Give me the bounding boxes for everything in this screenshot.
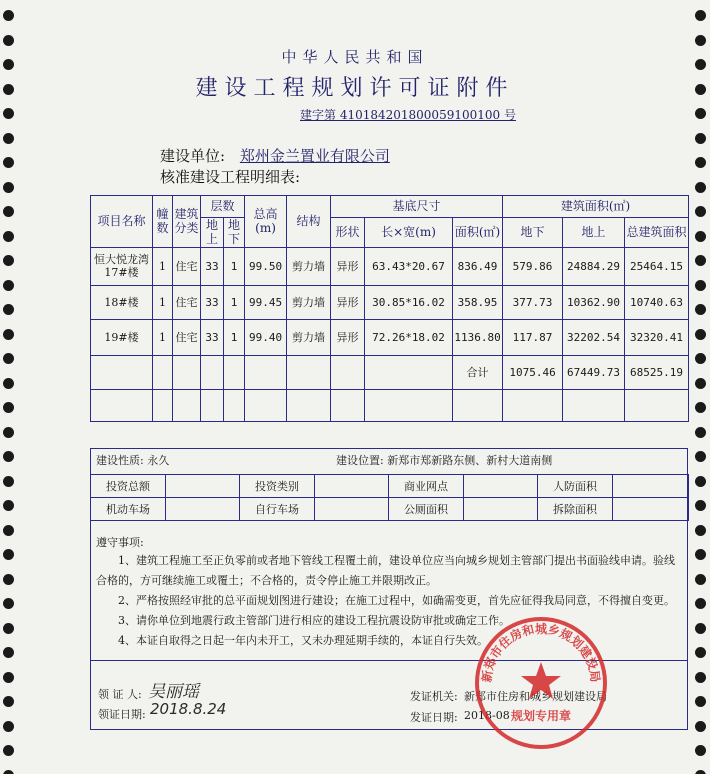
cell-type: 住宅 xyxy=(173,247,201,285)
header-count: 幢数 xyxy=(153,196,173,248)
cell-height: 99.45 xyxy=(245,285,287,319)
seal-center-text: 规划专用章 xyxy=(510,709,572,723)
cell-shape: 异形 xyxy=(331,319,365,355)
feed-hole xyxy=(3,623,14,634)
seal-star-icon xyxy=(521,662,561,699)
header-length-width: 长×宽(m) xyxy=(365,218,453,248)
feed-hole xyxy=(695,329,706,340)
feed-hole xyxy=(695,672,706,683)
feed-hole xyxy=(3,133,14,144)
issue-date-label: 发证日期: xyxy=(410,711,458,724)
feed-hole xyxy=(3,231,14,242)
total-label: 合计 xyxy=(453,355,503,389)
header-floors: 层数 xyxy=(201,196,245,218)
feed-hole xyxy=(695,157,706,168)
cell-name: 19#楼 xyxy=(91,319,153,355)
feed-hole xyxy=(3,35,14,46)
cell-length-width: 30.85*16.02 xyxy=(365,285,453,319)
cell-area-below: 377.73 xyxy=(503,285,563,319)
header-height: 总高(m) xyxy=(245,196,287,248)
feed-hole xyxy=(695,402,706,413)
feed-hole xyxy=(695,696,706,707)
total-area-below: 1075.46 xyxy=(503,355,563,389)
feed-hole xyxy=(695,427,706,438)
cell-above: 33 xyxy=(201,285,224,319)
feed-hole xyxy=(695,574,706,585)
public-toilet-label: 公厕面积 xyxy=(389,498,464,521)
feed-hole xyxy=(695,304,706,315)
feed-hole xyxy=(3,451,14,462)
feed-hole xyxy=(3,108,14,119)
table-row xyxy=(91,319,689,355)
note-item: 1、建筑工程施工至正负零前或者地下管线工程覆土前，建设单位应当向城乡规划主管部门提出书面验线申请。验线合格的，方可继续施工或覆土；不合格的，责令停止施工并限期改正。 xyxy=(96,554,675,587)
header-shape: 形状 xyxy=(331,218,365,248)
document-title: 建设工程规划许可证附件 xyxy=(195,76,515,101)
issue-date-value: 2018-08 xyxy=(464,709,510,722)
feed-hole xyxy=(695,451,706,462)
feed-hole xyxy=(3,255,14,266)
issuer-value: 新郑市住房和城乡规划建设局 xyxy=(464,690,607,703)
cell-area-total: 25464.15 xyxy=(625,247,689,285)
feed-hole xyxy=(3,304,14,315)
feed-hole xyxy=(3,745,14,756)
applicant-line xyxy=(160,145,396,166)
cell-base-area: 1136.80 xyxy=(453,319,503,355)
feed-hole xyxy=(3,770,14,774)
note-item: 4、本证自取得之日起一年内未开工，又未办理延期手续的，本证自行失效。 xyxy=(118,634,488,647)
receive-date-value: 2018.8.24 xyxy=(150,700,227,718)
supplementary-table xyxy=(90,474,689,521)
total-row xyxy=(91,355,689,389)
cell-area-below: 579.86 xyxy=(503,247,563,285)
feed-hole xyxy=(695,623,706,634)
header-structure: 结构 xyxy=(287,196,331,248)
cell-below: 1 xyxy=(224,319,245,355)
feed-hole xyxy=(3,647,14,658)
bike-parking-label: 自行车场 xyxy=(240,498,315,521)
table-row xyxy=(91,285,689,319)
cell-type: 住宅 xyxy=(173,285,201,319)
cell-area-total: 10740.63 xyxy=(625,285,689,319)
note-item: 3、请你单位到地震行政主管部门进行相应的建设工程抗震设防审批或确定工作。 xyxy=(118,614,510,627)
feed-hole xyxy=(3,329,14,340)
right-feed-holes xyxy=(694,0,708,774)
feed-hole xyxy=(3,206,14,217)
cell-base-area: 358.95 xyxy=(453,285,503,319)
feed-hole xyxy=(695,255,706,266)
header-floors-below: 地下 xyxy=(224,218,245,248)
feed-hole xyxy=(3,525,14,536)
public-toilet-value xyxy=(464,498,538,521)
feed-hole xyxy=(695,206,706,217)
cell-structure: 剪力墙 xyxy=(287,285,331,319)
cell-count: 1 xyxy=(153,319,173,355)
cell-name: 18#楼 xyxy=(91,285,153,319)
feed-hole xyxy=(695,598,706,609)
feed-hole xyxy=(3,696,14,707)
cell-area-total: 32320.41 xyxy=(625,319,689,355)
cell-name: 恒大悦龙湾17#楼 xyxy=(91,247,153,285)
feed-hole xyxy=(695,231,706,242)
cell-area-above: 10362.90 xyxy=(563,285,625,319)
country-heading: 中华人民共和国 xyxy=(281,48,429,66)
official-seal xyxy=(472,614,610,752)
bike-parking-value xyxy=(315,498,389,521)
note-item: 2、严格按照经审批的总平面规划图进行建设；在施工过程中，如确需变更，首先应征得我局同意，不得擅自变更。 xyxy=(118,594,675,607)
header-base-size: 基底尺寸 xyxy=(331,196,503,218)
feed-hole xyxy=(695,280,706,291)
recipient-signature: 吴丽瑶 xyxy=(148,682,199,702)
feed-hole xyxy=(3,598,14,609)
cell-base-area: 836.49 xyxy=(453,247,503,285)
cell-shape: 异形 xyxy=(331,285,365,319)
feed-hole xyxy=(695,182,706,193)
construction-nature: 建设性质: 永久 xyxy=(96,454,170,467)
cell-height: 99.40 xyxy=(245,319,287,355)
feed-hole xyxy=(695,525,706,536)
header-building-area: 建筑面积(㎡) xyxy=(503,196,689,218)
feed-hole xyxy=(3,549,14,560)
feed-hole xyxy=(3,157,14,168)
cell-count: 1 xyxy=(153,285,173,319)
feed-hole xyxy=(695,549,706,560)
cell-below: 1 xyxy=(224,285,245,319)
motor-parking-label: 机动车场 xyxy=(91,498,166,521)
applicant-value: 郑州金兰置业有限公司 xyxy=(239,147,390,165)
issuer-label: 发证机关: xyxy=(410,690,458,703)
cell-shape: 异形 xyxy=(331,247,365,285)
applicant-label: 建设单位: xyxy=(160,147,226,165)
cell-above: 33 xyxy=(201,247,224,285)
feed-hole xyxy=(695,35,706,46)
cell-height: 99.50 xyxy=(245,247,287,285)
header-item-name: 项目名称 xyxy=(91,196,153,248)
construction-location: 建设位置: 新郑市郑新路东侧、新村大道南侧 xyxy=(336,454,553,467)
cell-type: 住宅 xyxy=(173,319,201,355)
cell-area-above: 24884.29 xyxy=(563,247,625,285)
table-row xyxy=(91,247,689,285)
feed-hole xyxy=(695,108,706,119)
left-feed-holes xyxy=(2,0,16,774)
feed-hole xyxy=(695,647,706,658)
empty-row xyxy=(91,389,689,421)
feed-hole xyxy=(695,353,706,364)
feed-hole xyxy=(3,476,14,487)
feed-hole xyxy=(3,500,14,511)
commercial-label: 商业网点 xyxy=(389,475,464,498)
feed-hole xyxy=(3,10,14,21)
feed-hole xyxy=(695,378,706,389)
demolition-value xyxy=(613,498,689,521)
feed-hole xyxy=(3,721,14,732)
cell-area-above: 32202.54 xyxy=(563,319,625,355)
feed-hole xyxy=(3,182,14,193)
civil-defense-value xyxy=(613,475,689,498)
feed-hole xyxy=(3,427,14,438)
feed-hole xyxy=(695,770,706,774)
feed-hole xyxy=(695,721,706,732)
feed-hole xyxy=(695,745,706,756)
notes-title: 遵守事项: xyxy=(96,536,144,549)
demolition-label: 拆除面积 xyxy=(538,498,613,521)
feed-hole xyxy=(3,280,14,291)
invest-type-label: 投资类别 xyxy=(240,475,315,498)
cell-structure: 剪力墙 xyxy=(287,319,331,355)
cell-count: 1 xyxy=(153,247,173,285)
motor-parking-value xyxy=(166,498,240,521)
cell-above: 33 xyxy=(201,319,224,355)
feed-hole xyxy=(695,133,706,144)
feed-hole xyxy=(3,353,14,364)
invest-total-value xyxy=(166,475,240,498)
total-area-above: 67449.73 xyxy=(563,355,625,389)
cell-structure: 剪力墙 xyxy=(287,247,331,285)
list-heading: 核准建设工程明细表: xyxy=(160,168,301,186)
header-area-total: 总建筑面积 xyxy=(625,218,689,248)
invest-type-value xyxy=(315,475,389,498)
feed-hole xyxy=(3,672,14,683)
invest-total-label: 投资总额 xyxy=(91,475,166,498)
feed-hole xyxy=(695,10,706,21)
project-detail-table xyxy=(90,195,689,422)
seal-ring-text: 新郑市住房和城乡规划建设局 xyxy=(479,621,603,684)
recipient-label: 领 证 人: xyxy=(98,688,142,701)
feed-hole xyxy=(3,378,14,389)
header-floors-above: 地上 xyxy=(201,218,224,248)
cell-area-below: 117.87 xyxy=(503,319,563,355)
receive-date-label: 领证日期: xyxy=(98,708,146,721)
cell-length-width: 63.43*20.67 xyxy=(365,247,453,285)
total-area-all: 68525.19 xyxy=(625,355,689,389)
header-area-above: 地上 xyxy=(563,218,625,248)
feed-hole xyxy=(695,476,706,487)
feed-hole xyxy=(3,402,14,413)
header-area-below: 地下 xyxy=(503,218,563,248)
commercial-value xyxy=(464,475,538,498)
header-base-area: 面积(㎡) xyxy=(453,218,503,248)
civil-defense-label: 人防面积 xyxy=(538,475,613,498)
certificate-number: 建字第 410184201800059100100 号 xyxy=(300,108,516,122)
cell-length-width: 72.26*18.02 xyxy=(365,319,453,355)
cell-below: 1 xyxy=(224,247,245,285)
header-type: 建筑分类 xyxy=(173,196,201,248)
feed-hole xyxy=(3,574,14,585)
feed-hole xyxy=(695,500,706,511)
